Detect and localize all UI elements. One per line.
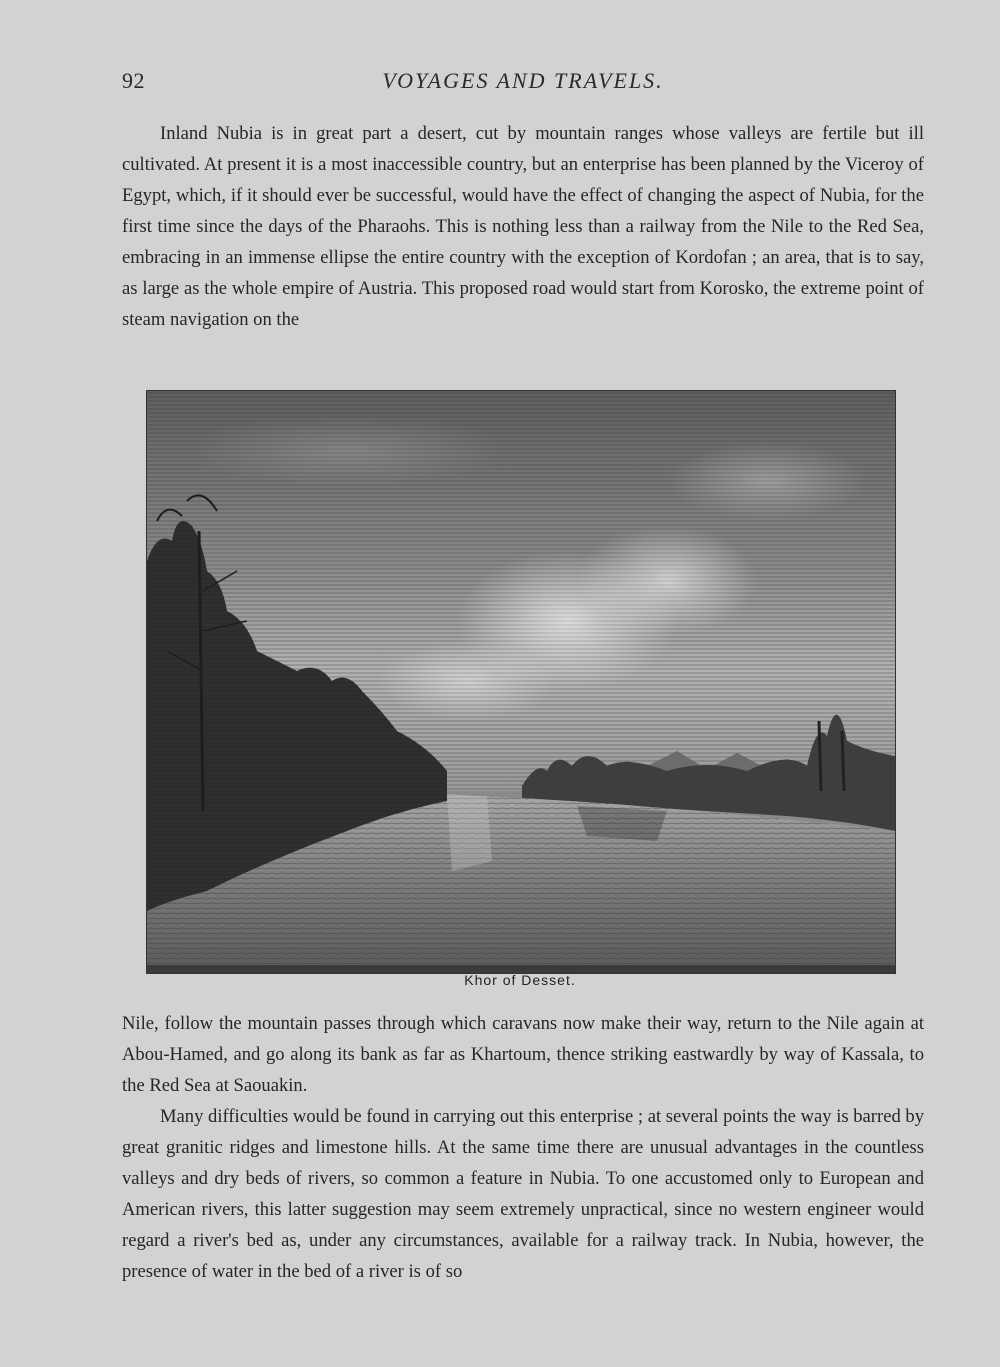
running-title: VOYAGES AND TRAVELS. xyxy=(382,68,664,93)
text-block-top xyxy=(122,118,924,335)
paragraph: Nile, follow the mountain passes through which caravans now make their way, return to the Nile again at Abou-Hamed, and go along its bank as far as Khartoum, thence striking eastwardly by way of Kassala, to the Red Sea at Saouakin. xyxy=(122,1013,924,1096)
paragraph: Inland Nubia is in great part a desert, cut by mountain ranges whose valleys are fertile but ill cultivated. At present it is a most inaccessible country, but an enterprise has been planned by the Viceroy of Egypt, which, if it should ever be successful, would have the effect of changing the aspect of Nubia, for the first time since the days of the Pharaohs. This is nothing less than a railway from the Nile to the Red Sea, embracing in an immense ellipse the entire country with the exception of Kordofan ; an area, that is to say, as large as the whole empire of Austria. This proposed road would start from Korosko, the extreme point of steam navigation on the xyxy=(122,123,924,330)
page-header xyxy=(122,64,924,104)
paragraph: Many difficulties would be found in carrying out this enterprise ; at several points the way is barred by great granitic ridges and limestone hills. At the same time there are unusual advantages in the countless valleys and dry beds of rivers, so common a feature in Nubia. To one accustomed only to European and American rivers, this latter suggestion may seem extremely unpractical, since no western engineer would regard a river's bed as, under any circumstances, available for a railway track. In Nubia, however, the presence of water in the bed of a river is of so xyxy=(122,1106,924,1282)
engraving-illustration xyxy=(146,390,896,974)
river-landscape-image xyxy=(147,391,895,973)
page-number: 92 xyxy=(122,68,145,93)
figure-caption: Khor of Desset. xyxy=(464,972,576,988)
text-block-bottom xyxy=(122,1008,924,1287)
